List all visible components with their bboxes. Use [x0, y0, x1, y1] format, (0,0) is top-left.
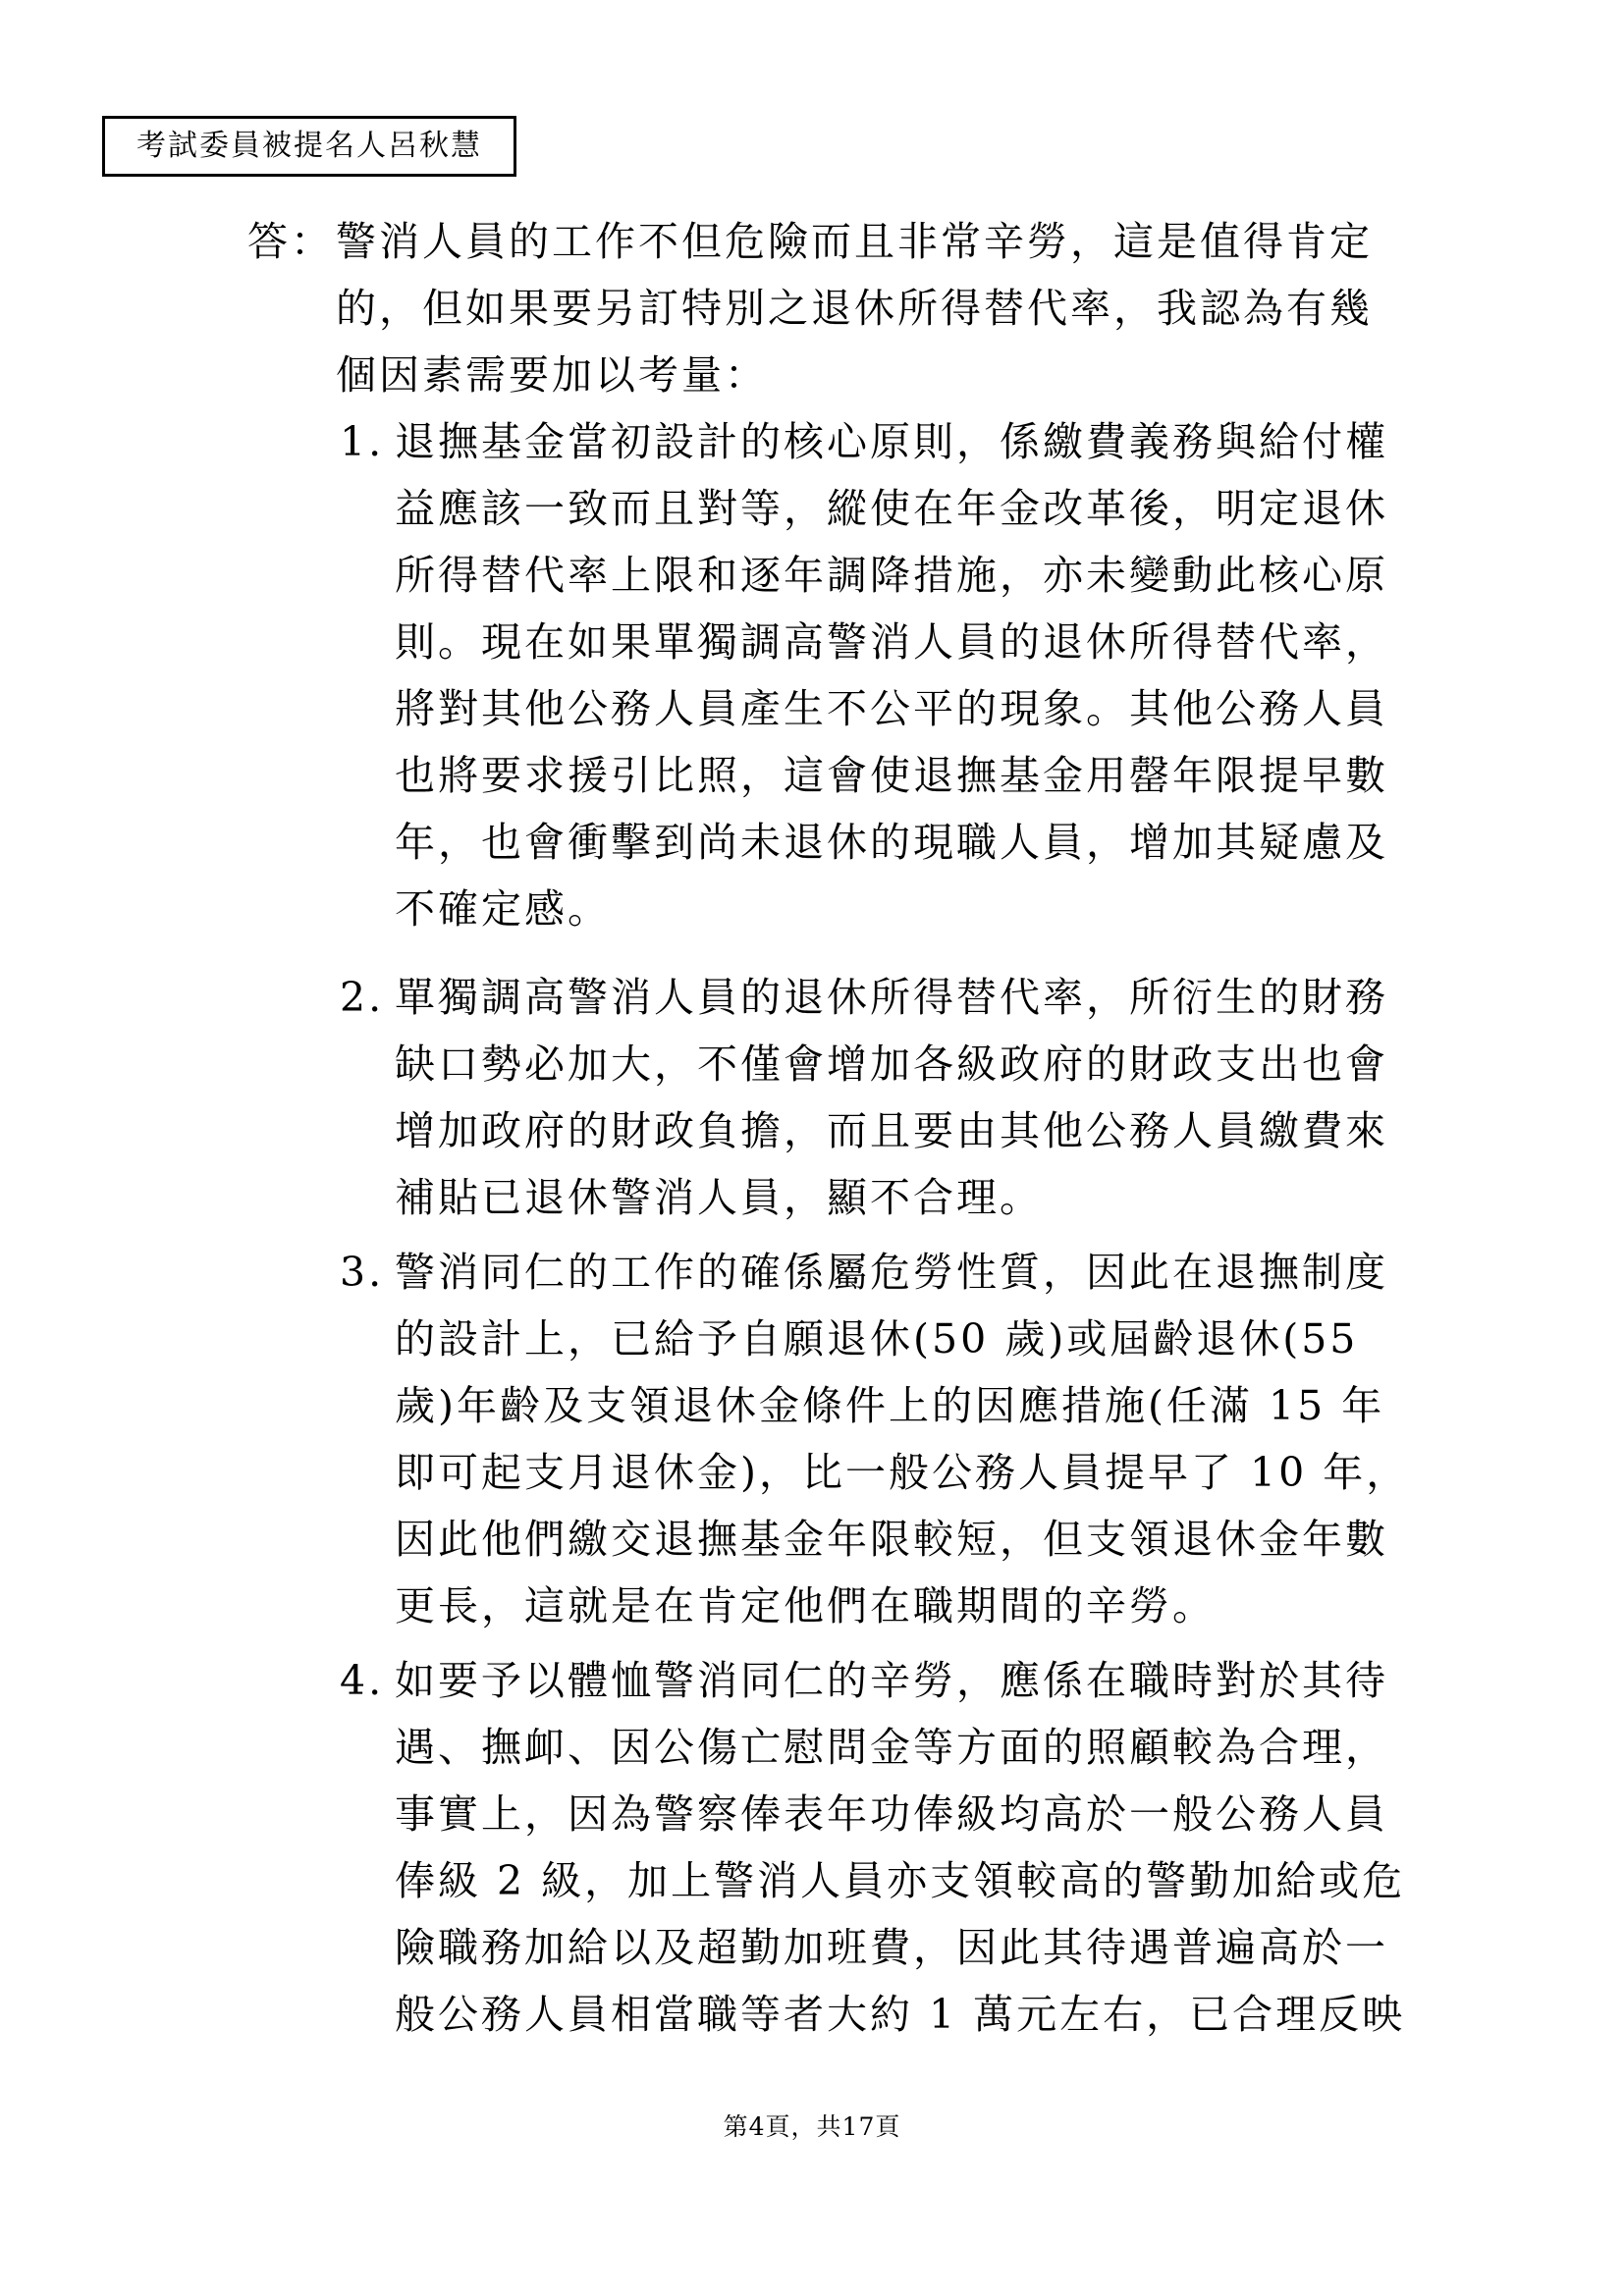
item-line: 遇、撫卹、因公傷亡慰問金等方面的照顧較為合理， [395, 1724, 1388, 1771]
item-line: 增加政府的財政負擔，而且要由其他公務人員繳費來 [395, 1107, 1388, 1154]
item-line: 單獨調高警消人員的退休所得替代率，所衍生的財務 [395, 974, 1388, 1021]
nominee-header-box [102, 116, 516, 177]
nominee-header-text: 考試委員被提名人呂秋慧 [136, 129, 482, 163]
item-line: 因此他們繳交退撫基金年限較短，但支領退休金年數 [395, 1516, 1388, 1563]
item-line: 般公務人員相當職等者大約 1 萬元左右，已合理反映 [395, 1991, 1406, 2038]
item-line: 將對其他公務人員產生不公平的現象。其他公務人員 [395, 685, 1388, 732]
item-line: 的設計上，已給予自願退休(50 歲)或屆齡退休(55 [395, 1315, 1359, 1362]
item-number: 1. [340, 418, 385, 465]
item-line: 不確定感。 [395, 885, 611, 933]
item-line: 年，也會衝擊到尚未退休的現職人員，增加其疑慮及 [395, 819, 1388, 866]
item-line: 事實上，因為警察俸表年功俸級均高於一般公務人員 [395, 1790, 1388, 1838]
item-line: 補貼已退休警消人員，顯不合理。 [395, 1174, 1043, 1221]
intro-line: 警消人員的工作不但危險而且非常辛勞，這是值得肯定 [336, 218, 1373, 265]
item-line: 更長，這就是在肯定他們在職期間的辛勞。 [395, 1582, 1216, 1629]
item-line: 所得替代率上限和逐年調降措施，亦未變動此核心原 [395, 552, 1388, 599]
answer-label: 答： [247, 218, 334, 265]
item-number: 4. [340, 1657, 385, 1704]
item-number: 2. [340, 974, 385, 1021]
intro-line: 個因素需要加以考量： [336, 351, 768, 399]
item-line: 歲)年齡及支領退休金條件上的因應措施(任滿 15 年 [395, 1382, 1385, 1429]
intro-line: 的，但如果要另訂特別之退休所得替代率，我認為有幾 [336, 285, 1373, 332]
page-number-footer: 第4頁，共17頁 [723, 2112, 901, 2141]
item-line: 也將要求援引比照，這會使退撫基金用罄年限提早數 [395, 752, 1388, 799]
item-line: 警消同仁的工作的確係屬危勞性質，因此在退撫制度 [395, 1249, 1388, 1296]
item-line: 益應該一致而且對等，縱使在年金改革後，明定退休 [395, 485, 1388, 532]
item-line: 則。現在如果單獨調高警消人員的退休所得替代率， [395, 618, 1388, 666]
item-line: 缺口勢必加大，不僅會增加各級政府的財政支出也會 [395, 1041, 1388, 1088]
item-line: 如要予以體恤警消同仁的辛勞，應係在職時對於其待 [395, 1657, 1388, 1704]
item-line: 即可起支月退休金)，比一般公務人員提早了 10 年， [395, 1449, 1410, 1496]
item-line: 退撫基金當初設計的核心原則，係繳費義務與給付權 [395, 418, 1388, 465]
item-line: 俸級 2 級，加上警消人員亦支領較高的警勤加給或危 [395, 1857, 1406, 1904]
item-number: 3. [340, 1249, 385, 1296]
item-line: 險職務加給以及超勤加班費，因此其待遇普遍高於一 [395, 1924, 1388, 1971]
